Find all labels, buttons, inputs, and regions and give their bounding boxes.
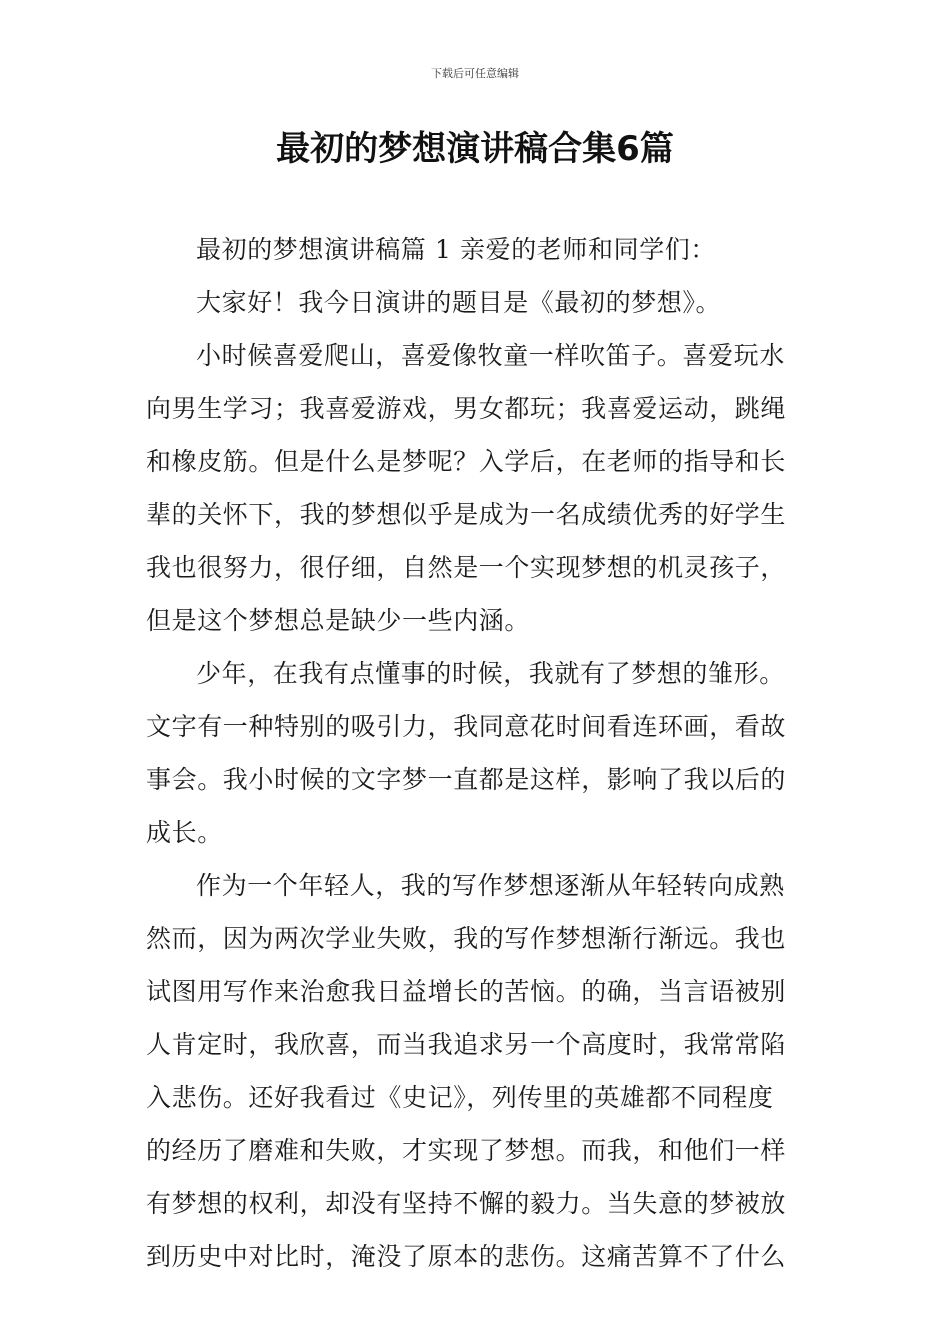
paragraph-line: 大家好！我今日演讲的题目是《最初的梦想》。	[196, 288, 722, 317]
document-title: 最初的梦想演讲稿合集6篇	[276, 129, 674, 169]
paragraph-line: 成长。	[146, 818, 223, 847]
paragraph-line: 入悲伤。还好我看过《史记》，列传里的英雄都不同程度	[146, 1083, 774, 1112]
paragraph-line: 人肯定时，我欣喜，而当我追求另一个高度时，我常常陷	[146, 1030, 787, 1059]
paragraph-line: 的经历了磨难和失败，才实现了梦想。而我，和他们一样	[146, 1136, 787, 1165]
paragraph-line: 然而，因为两次学业失败，我的写作梦想渐行渐远。我也	[146, 924, 787, 953]
paragraph	[146, 276, 806, 329]
paragraph	[146, 223, 806, 276]
paragraph-line: 我也很努力，很仔细，自然是一个实现梦想的机灵孩子，	[146, 553, 787, 582]
paragraph-line: 事会。我小时候的文字梦一直都是这样，影响了我以后的	[146, 765, 787, 794]
paragraph-line: 向男生学习；我喜爱游戏，男女都玩；我喜爱运动，跳绳	[146, 394, 787, 423]
paragraph	[146, 329, 806, 647]
document-body	[146, 223, 806, 1283]
paragraph-line: 最初的梦想演讲稿篇 1 亲爱的老师和同学们：	[196, 235, 717, 264]
paragraph-line: 辈的关怀下，我的梦想似乎是成为一名成绩优秀的好学生	[146, 500, 787, 529]
paragraph-line: 但是这个梦想总是缺少一些内涵。	[146, 606, 531, 635]
paragraph-line: 小时候喜爱爬山，喜爱像牧童一样吹笛子。喜爱玩水	[196, 341, 785, 370]
paragraph	[146, 859, 806, 1283]
paragraph-line: 有梦想的权利，却没有坚持不懈的毅力。当失意的梦被放	[146, 1189, 787, 1218]
paragraph-line: 少年，在我有点懂事的时候，我就有了梦想的雏形。	[196, 659, 785, 688]
paragraph-line: 文字有一种特别的吸引力，我同意花时间看连环画，看故	[146, 712, 787, 741]
paragraph-line: 和橡皮筋。但是什么是梦呢？入学后，在老师的指导和长	[146, 447, 787, 476]
header-note: 下载后可任意编辑	[431, 67, 519, 80]
paragraph-line: 试图用写作来治愈我日益增长的苦恼。的确，当言语被别	[146, 977, 787, 1006]
paragraph-line: 作为一个年轻人，我的写作梦想逐渐从年轻转向成熟	[196, 871, 785, 900]
paragraph	[146, 647, 806, 859]
paragraph-line: 到历史中对比时，淹没了原本的悲伤。这痛苦算不了什么	[146, 1242, 787, 1271]
